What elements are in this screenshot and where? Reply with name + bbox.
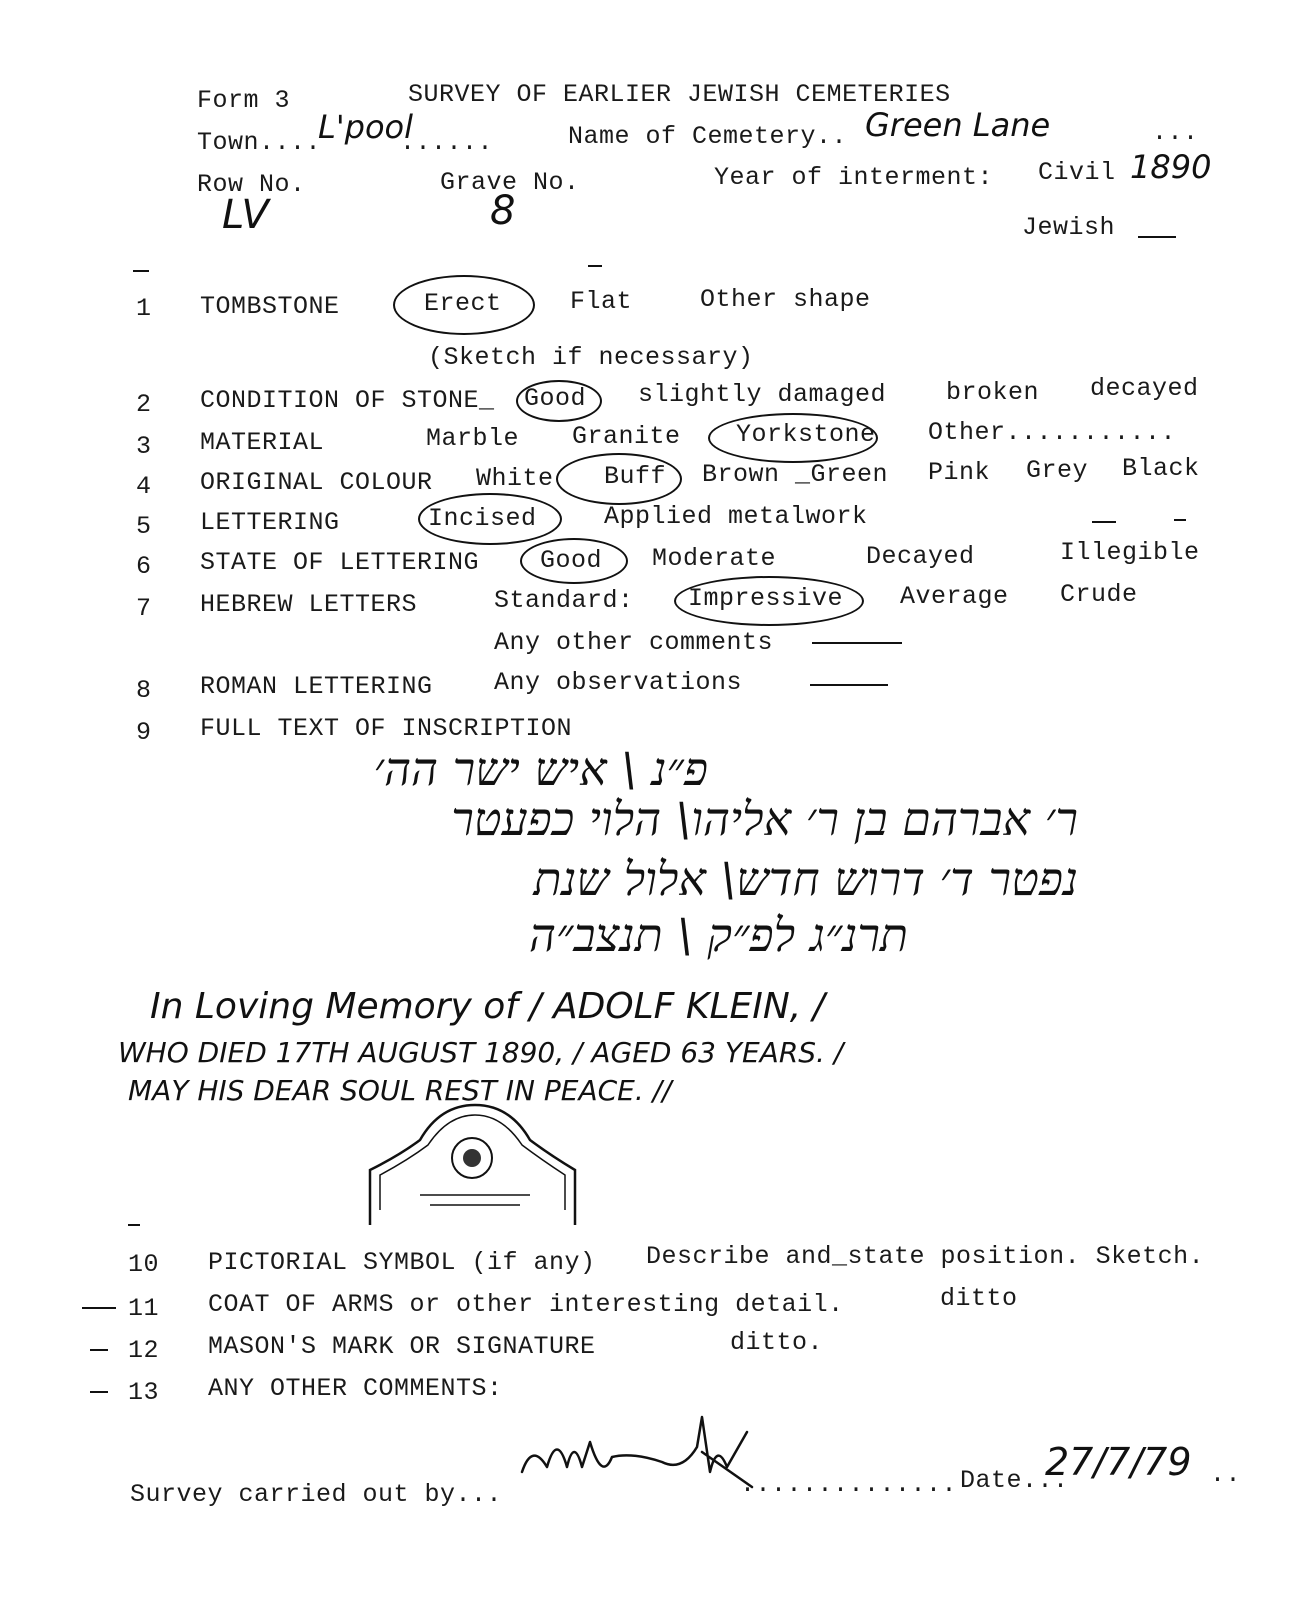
item-number: 12 [128,1336,160,1365]
option-applied-metalwork: Applied metalwork [604,502,868,531]
other-comments-label: Any other comments [494,628,774,657]
item-label-roman: ROMAN LETTERING [200,672,433,701]
ditto-12: ditto. [730,1328,824,1357]
item-number: 3 [136,432,152,461]
option-yorkstone: Yorkstone [736,420,876,449]
item-number: 11 [128,1294,160,1323]
margin-tick [90,1349,108,1351]
form-title: SURVEY OF EARLIER JEWISH CEMETERIES [408,80,951,109]
comments-line [812,642,902,644]
option-other-shape: Other shape [700,285,871,314]
hebrew-line-3: נפטר ד׳ דרוש חדש\ אלול שנת [533,852,1078,906]
item-label-lettering: LETTERING [200,508,340,537]
item-label-colour: ORIGINAL COLOUR [200,468,433,497]
pictorial-description: Describe and_state position. Sketch. [646,1242,1205,1271]
row-label: Row No. [197,170,306,199]
option-decayed-state: Decayed [866,542,975,571]
item-number: 5 [136,512,152,541]
item-number: 7 [136,594,152,623]
surveyor-signature [512,1412,772,1492]
item-number: 1 [136,294,152,323]
option-pink: Pink [928,458,991,487]
form-number: Form 3 [197,86,291,115]
item-label-state: STATE OF LETTERING [200,548,480,577]
option-grey: Grey [1026,456,1089,485]
margin-tick [90,1391,108,1393]
town-value: L'pool [318,108,413,146]
item-number: 10 [128,1250,160,1279]
year-label: Year of interment: [714,163,994,192]
margin-tick [82,1307,116,1309]
margin-tick [588,265,602,267]
survey-by-label: Survey carried out by... [130,1480,503,1509]
civil-year-value: 1890 [1130,148,1212,186]
item-label-other-comments: ANY OTHER COMMENTS: [208,1374,503,1403]
row-value: LV [222,192,269,238]
date-label: Date... [960,1466,1069,1495]
english-line-1: In Loving Memory of / ADOLF KLEIN, / [150,986,825,1027]
option-white: White [476,464,554,493]
sketch-note: (Sketch if necessary) [428,343,754,372]
option-moderate: Moderate [652,544,777,573]
survey-by-dots: .............. [740,1470,958,1499]
item-label-tombstone: TOMBSTONE [200,292,340,321]
item-number: 8 [136,676,152,705]
ditto-11: ditto [940,1284,1018,1313]
item-label-material: MATERIAL [200,428,325,457]
option-erect: Erect [424,289,502,318]
margin-tick [1174,519,1186,521]
option-flat: Flat [570,287,633,316]
item-number: 2 [136,390,152,419]
tombstone-sketch [360,1100,590,1230]
english-line-2: WHO DIED 17TH AUGUST 1890, / AGED 63 YEARS. / [118,1036,844,1069]
item-number: 4 [136,472,152,501]
observations-label: Any observations [494,668,743,697]
option-brown-green: Brown _Green [702,460,889,489]
hebrew-line-4: תרנ״ג לפ״ק \ תנצב״ה [528,908,908,962]
option-marble: Marble [426,424,520,453]
option-illegible: Illegible [1060,538,1200,567]
date-value: 27/7/79 [1045,1440,1192,1484]
cemetery-value: Green Lane [865,106,1051,144]
option-broken: broken [946,378,1040,407]
jewish-blank [1138,236,1176,238]
option-slightly-damaged: slightly damaged [638,380,887,409]
option-other-material: Other........... [928,418,1177,447]
item-label-hebrew: HEBREW LETTERS [200,590,418,619]
option-good: Good [524,384,587,413]
option-average: Average [900,582,1009,611]
english-line-3: MAY HIS DEAR SOUL REST IN PEACE. // [128,1074,672,1107]
option-buff: Buff [604,462,667,491]
item-label-inscription: FULL TEXT OF INSCRIPTION [200,714,573,743]
option-black: Black [1122,454,1200,483]
date-dots: .. [1210,1460,1242,1489]
standard-label: Standard: [494,586,634,615]
cemetery-label: Name of Cemetery.. [568,122,848,151]
grave-value: 8 [490,188,516,234]
town-dots: ...... [400,128,494,157]
observations-line [810,684,888,686]
margin-tick [1092,521,1116,523]
margin-tick [133,270,149,272]
item-number: 9 [136,718,152,747]
jewish-label: Jewish [1022,213,1116,242]
cemetery-dots: ... [1152,118,1199,147]
margin-tick [128,1224,140,1226]
option-crude: Crude [1060,580,1138,609]
item-label-condition: CONDITION OF STONE_ [200,386,495,415]
town-label: Town.... [197,128,322,157]
option-granite: Granite [572,422,681,451]
grave-label: Grave No. [440,168,580,197]
option-good-state: Good [540,546,603,575]
item-label-coat-of-arms: COAT OF ARMS or other interesting detail. [208,1290,844,1319]
civil-label: Civil [1038,158,1116,187]
hebrew-line-1: פ״נ \ איש ישר הה׳ [373,742,708,796]
item-number: 13 [128,1378,160,1407]
option-impressive: Impressive [688,584,844,613]
option-incised: Incised [428,504,537,533]
item-label-pictorial: PICTORIAL SYMBOL (if any) [208,1248,596,1277]
item-label-mason: MASON'S MARK OR SIGNATURE [208,1332,596,1361]
hebrew-line-2: ר׳ אברהם בן ר׳ אליהו\ הלוי כפעטר [451,792,1078,846]
item-number: 6 [136,552,152,581]
option-decayed: decayed [1090,374,1199,403]
